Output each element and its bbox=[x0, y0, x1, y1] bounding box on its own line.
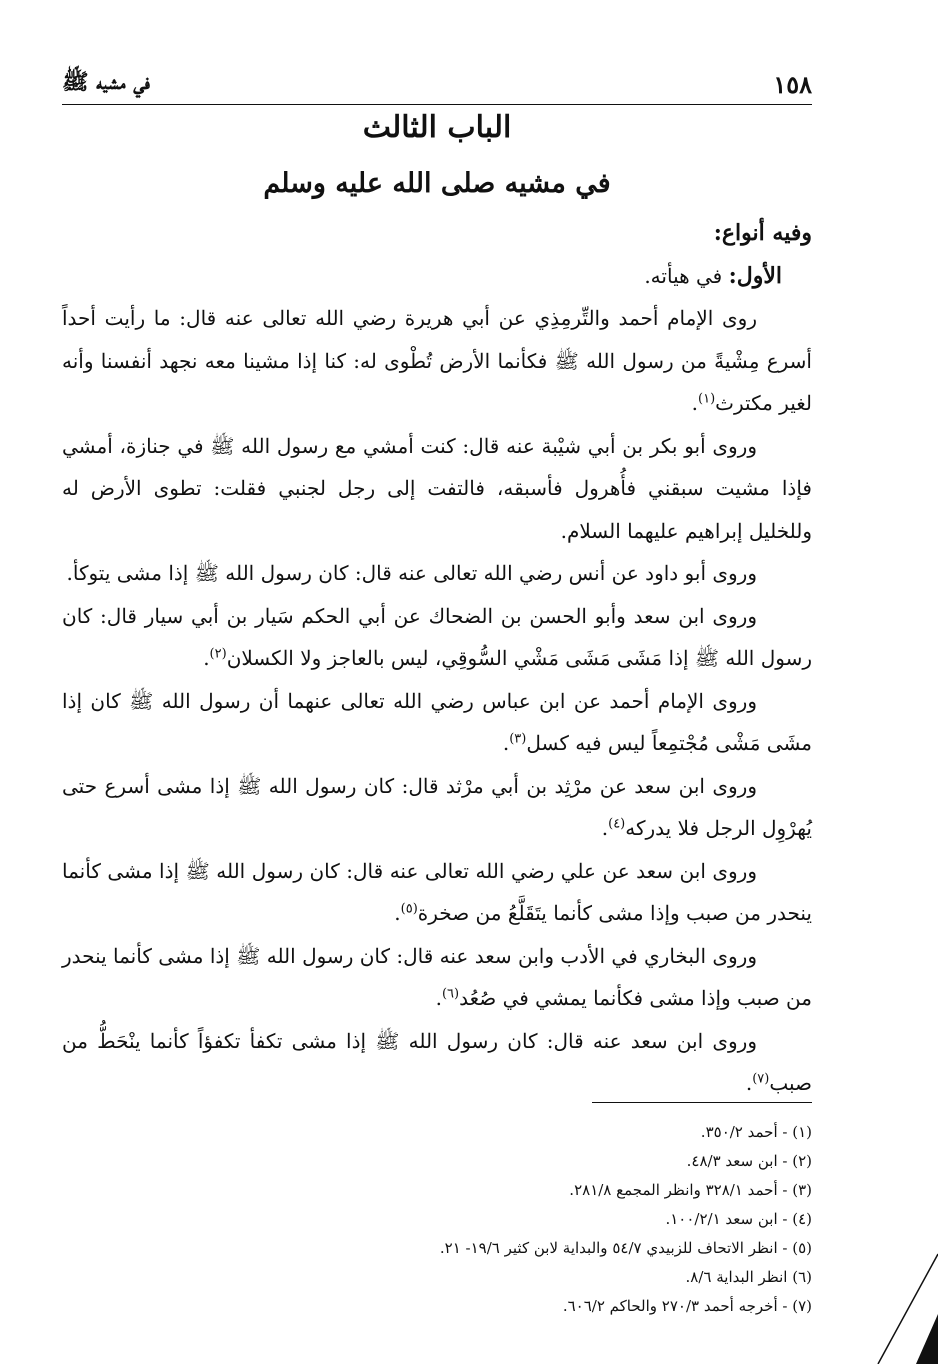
footnote-ref[interactable]: (٣) bbox=[509, 731, 527, 747]
footnote-ref[interactable]: (٥) bbox=[400, 901, 418, 917]
paragraph: وروى البخاري في الأدب وابن سعد عنه قال: كان رسول الله ﷺ إذا مشى كأنما ينحدر من صبب وإذا مشى فكأنما يمشي في صُعُد$^{(٦)}$. bbox=[62, 943, 812, 1010]
body-text bbox=[62, 212, 812, 1105]
paragraph: وروى ابن سعد عنه قال: كان رسول الله ﷺ إذا مشى تكفأ تكفؤاً كأنما ينْحَطُّ من صبب$^{(٧)}$. bbox=[62, 1028, 812, 1095]
section-label: الأول: bbox=[728, 262, 782, 289]
intro-line: وفيه أنواع: bbox=[713, 220, 812, 246]
section-heading bbox=[62, 255, 812, 298]
footnote: (١) - أحمد ٣٥٠/٢. bbox=[700, 1123, 812, 1141]
footnote-ref[interactable]: (٢) bbox=[209, 646, 227, 662]
paragraph: وروى ابن سعد عن مرْثِد بن أبي مرْثد قال: كان رسول الله ﷺ إذا مشى أسرع حتى يُهرْوِل الرجل فلا يدركه$^{(٤)}$. bbox=[62, 773, 812, 840]
paragraph: وروى أبو بكر بن أبي شيْبة عنه قال: كنت أمشي مع رسول الله ﷺ في جنازة، أمشي فإذا مشيت سبقني فأُهرول فأسبقه، فالتفت إلى رجل لجنبي فقلت: تطوى الأرض له وللخليل إبراهيم عليهما السلام. bbox=[62, 433, 812, 543]
footnote-ref[interactable]: (٧) bbox=[752, 1071, 770, 1087]
footnote: (٢) - ابن سعد ٤٨/٣. bbox=[686, 1152, 812, 1170]
paragraph: روى الإمام أحمد والتِّرمِذِي عن أبي هريرة رضي الله تعالى عنه قال: ما رأيت أحداً أسرع مِشْيةً من رسول الله ﷺ فكأنما الأرض تُطْوى له: كنا إذا مشينا معه نجهد أنفسنا وأنه لغير مكترث$^{(١)}$. bbox=[62, 306, 812, 415]
section-text: في هيأته. bbox=[644, 263, 729, 288]
page-curl-mark bbox=[868, 1244, 938, 1364]
footnote: (٣) - أحمد ٣٢٨/١ وانظر المجمع ٢٨١/٨. bbox=[569, 1181, 812, 1199]
footnote-ref[interactable]: (٦) bbox=[441, 986, 460, 1002]
footnote: (٥) - انظر الاتحاف للزبيدي ٥٤/٧ والبداية لابن كثير ١٩/٦- ٢١. bbox=[439, 1239, 812, 1257]
paragraph: وروى أبو داود عن أنس رضي الله تعالى عنه قال: كان رسول الله ﷺ إذا مشى يتوكأ. bbox=[66, 561, 757, 585]
paragraph: وروى الإمام أحمد عن ابن عباس رضي الله تعالى عنهما أن رسول الله ﷺ كان إذا مشَى مَشْى مُجْتمِعاً ليس فيه كسل$^{(٣)}$. bbox=[62, 688, 812, 755]
paragraph: وروى ابن سعد وأبو الحسن بن الضحاك عن أبي الحكم سَيار بن أبي سيار قال: كان رسول الله ﷺ إذا مَشَى مَشَى مَشْي السُّوقِي، ليس بالعاجز ولا الكسلان$^{(٢)}$. bbox=[62, 603, 812, 670]
footnote-ref[interactable]: (٤) bbox=[608, 816, 626, 832]
footnote: (٦) انظر البداية ٨/٦. bbox=[685, 1268, 812, 1286]
footnote: (٧) - أخرجه أحمد ٢٧٠/٣ والحاكم ٦٠٦/٢. bbox=[562, 1297, 812, 1315]
chapter-title: الباب الثالث bbox=[362, 110, 512, 145]
paragraph: وروى ابن سعد عن علي رضي الله تعالى عنه قال: كان رسول الله ﷺ إذا مشى كأنما ينحدر من صبب وإذا مشى كأنما يتَقَلَّعُ من صخرة$^{(٥)}$. bbox=[62, 858, 812, 925]
footnote-divider bbox=[592, 1102, 812, 1103]
page-number: ١٥٨ bbox=[773, 69, 812, 99]
page-header bbox=[62, 64, 812, 105]
footnote: (٤) - ابن سعد ١٠٠/٢/١. bbox=[665, 1210, 812, 1228]
running-title: في مشيه ﷺ bbox=[62, 69, 150, 95]
footnotes bbox=[62, 1118, 812, 1321]
chapter-subtitle: في مشيه صلى الله عليه وسلم bbox=[263, 168, 611, 199]
footnote-ref[interactable]: (١) bbox=[698, 391, 716, 407]
